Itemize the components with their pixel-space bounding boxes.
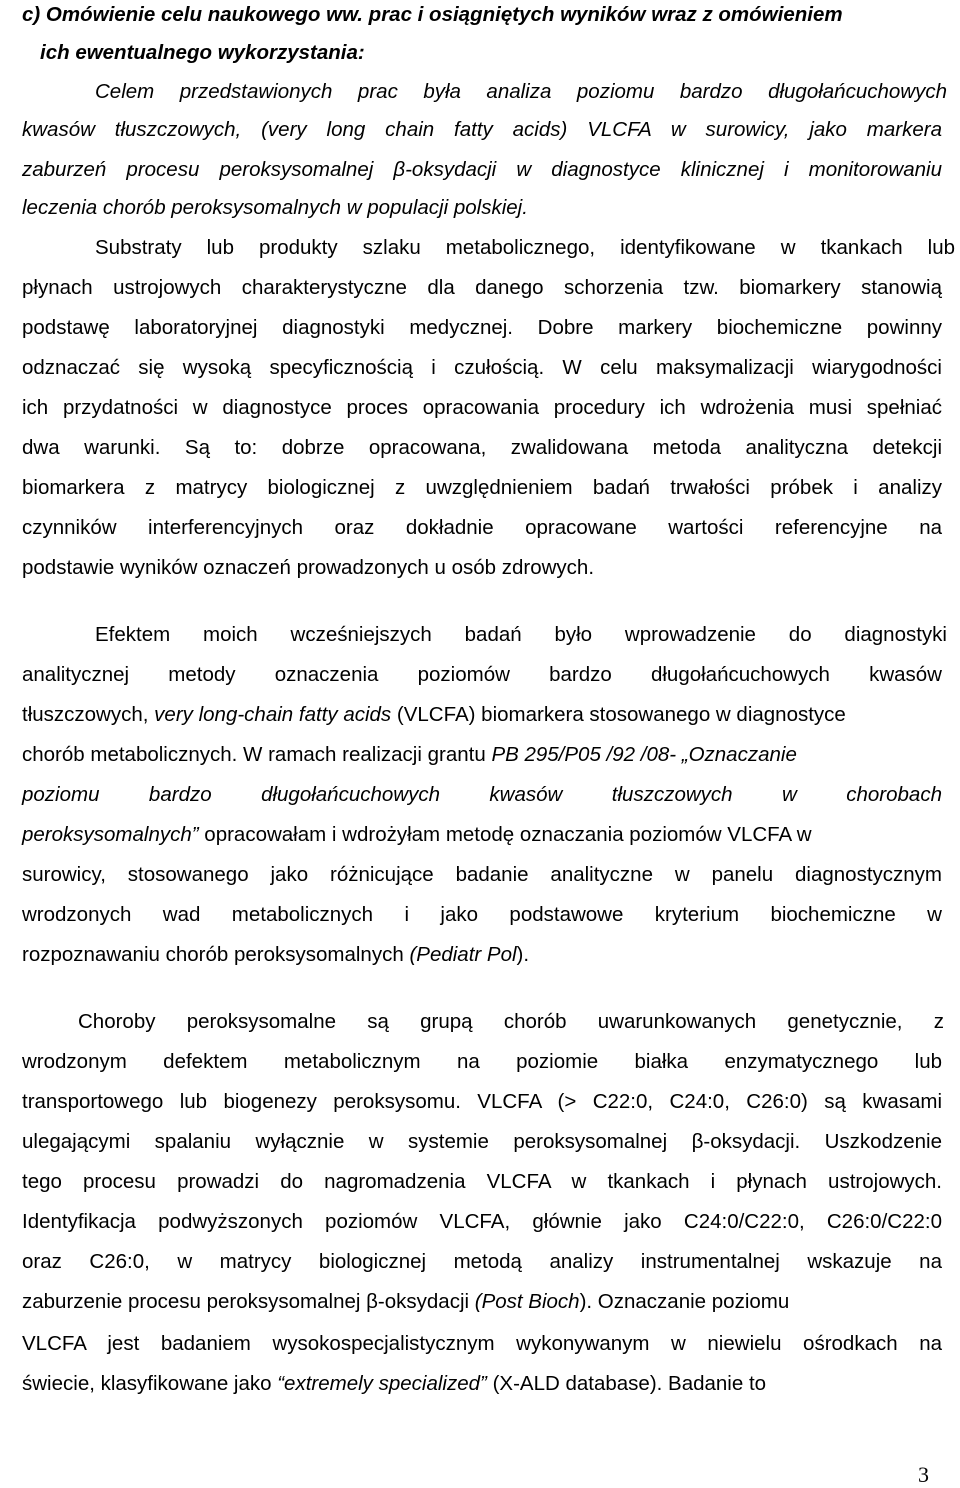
paragraph-4-line-3: transportowego lub biogenezy peroksysomu. VLCFA (> C22:0, C24:0, C26:0) są kwasami — [22, 1090, 942, 1113]
citation-segment: (Pediatr Pol — [409, 943, 517, 966]
paragraph-3-line-1: Efektem moich wcześniejszych badań było wprowadzenie do diagnostyki — [95, 623, 947, 646]
text-segment: zaburzenie procesu peroksysomalnej β-oksydacji — [22, 1290, 470, 1313]
text-segment: rozpoznawaniu chorób peroksysomalnych — [22, 943, 404, 966]
paragraph-2-line-9: podstawie wyników oznaczeń prowadzonych u osób zdrowych. — [22, 556, 595, 579]
grant-title-segment: PB 295/P05 /92 /08- „Oznaczanie — [491, 743, 797, 766]
paragraph-4-line-8 — [22, 1287, 942, 1317]
paragraph-3-line-9 — [22, 940, 942, 970]
page-number: 3 — [918, 1462, 929, 1487]
text-segment: (X-ALD database). Badanie to — [492, 1372, 767, 1395]
paragraph-2-line-6: dwa warunki. Są to: dobrze opracowana, zwalidowana metoda analityczna detekcji — [22, 436, 942, 459]
paragraph-2-line-1: Substraty lub produkty szlaku metabolicznego, identyfikowane w tkankach lub — [95, 236, 955, 259]
paragraph-3-line-2: analitycznej metody oznaczenia poziomów bardzo długołańcuchowych kwasów — [22, 663, 942, 686]
paragraph-4-line-7: oraz C26:0, w matrycy biologicznej metodą analizy instrumentalnej wskazuje na — [22, 1250, 942, 1273]
paragraph-3-line-8: wrodzonych wad metabolicznych i jako podstawowe kryterium biochemiczne w — [22, 903, 942, 926]
citation-segment: (Post Bioch — [474, 1290, 580, 1313]
paragraph-2-line-8: czynników interferencyjnych oraz dokładnie opracowane wartości referencyjne na — [22, 516, 942, 539]
paragraph-4-line-9: VLCFA jest badaniem wysokospecjalistycznym wykonywanym w niewielu ośrodkach na — [22, 1332, 942, 1355]
paragraph-1-line-1: Celem przedstawionych prac była analiza poziomu bardzo długołańcuchowych — [95, 80, 947, 103]
paragraph-3-line-4 — [22, 740, 942, 770]
quoted-term-segment: “extremely specialized” — [277, 1372, 487, 1395]
paragraph-4-line-5: tego procesu prowadzi do nagromadzenia VLCFA w tkankach i płynach ustrojowych. — [22, 1170, 942, 1193]
grant-title-segment: peroksysomalnych” — [22, 823, 199, 846]
paragraph-1-line-3: zaburzeń procesu peroksysomalnej β-oksydacji w diagnostyce klinicznej i monitorowaniu — [22, 158, 942, 181]
paragraph-2-line-7: biomarkera z matrycy biologicznej z uwzględnieniem badań trwałości próbek i analizy — [22, 476, 942, 499]
section-heading-line-2: ich ewentualnego wykorzystania: — [40, 41, 365, 64]
text-segment: opracowałam i wdrożyłam metodę oznaczania poziomów VLCFA w — [204, 823, 812, 846]
paragraph-2-line-3: podstawę laboratoryjnej diagnostyki medycznej. Dobre markery biochemiczne powinny — [22, 316, 942, 339]
paragraph-2-line-2: płynach ustrojowych charakterystyczne dla danego schorzenia tzw. biomarkery stanowią — [22, 276, 942, 299]
paragraph-4-line-6: Identyfikacja podwyższonych poziomów VLCFA, głównie jako C24:0/C22:0, C26:0/C22:0 — [22, 1210, 942, 1233]
text-segment: ). Oznaczanie poziomu — [579, 1290, 790, 1313]
paragraph-2-line-4: odznaczać się wysoką specyficznością i czułością. W celu maksymalizacji wiarygodności — [22, 356, 942, 379]
paragraph-1-line-4: leczenia chorób peroksysomalnych w populacji polskiej. — [22, 196, 528, 219]
paragraph-3-line-6 — [22, 820, 942, 850]
paragraph-3-line-3 — [22, 700, 942, 730]
paragraph-1-line-2: kwasów tłuszczowych, (very long chain fatty acids) VLCFA w surowicy, jako markera — [22, 118, 942, 141]
text-segment: ). — [516, 943, 530, 966]
paragraph-4-line-1: Choroby peroksysomalne są grupą chorób uwarunkowanych genetycznie, z — [78, 1010, 944, 1033]
text-segment: (VLCFA) biomarkera stosowanego w diagnostyce — [396, 703, 846, 726]
section-heading-line-1: c) Omówienie celu naukowego ww. prac i osiągniętych wyników wraz z omówieniem — [22, 3, 843, 26]
text-segment-italic: very long-chain fatty acids — [154, 703, 392, 726]
paragraph-3-line-7: surowicy, stosowanego jako różnicujące badanie analityczne w panelu diagnostycznym — [22, 863, 942, 886]
paragraph-2-line-5: ich przydatności w diagnostyce proces opracowania procedury ich wdrożenia musi spełniać — [22, 396, 942, 419]
text-segment: tłuszczowych, — [22, 703, 149, 726]
paragraph-4-line-10 — [22, 1369, 942, 1399]
paragraph-4-line-4: ulegającymi spalaniu wyłącznie w systemie peroksysomalnej β-oksydacji. Uszkodzenie — [22, 1130, 942, 1153]
text-segment: chorób metabolicznych. W ramach realizacji grantu — [22, 743, 486, 766]
text-segment: świecie, klasyfikowane jako — [22, 1372, 272, 1395]
paragraph-4-line-2: wrodzonym defektem metabolicznym na poziomie białka enzymatycznego lub — [22, 1050, 942, 1073]
paragraph-3-line-5: poziomu bardzo długołańcuchowych kwasów tłuszczowych w chorobach — [22, 783, 942, 806]
